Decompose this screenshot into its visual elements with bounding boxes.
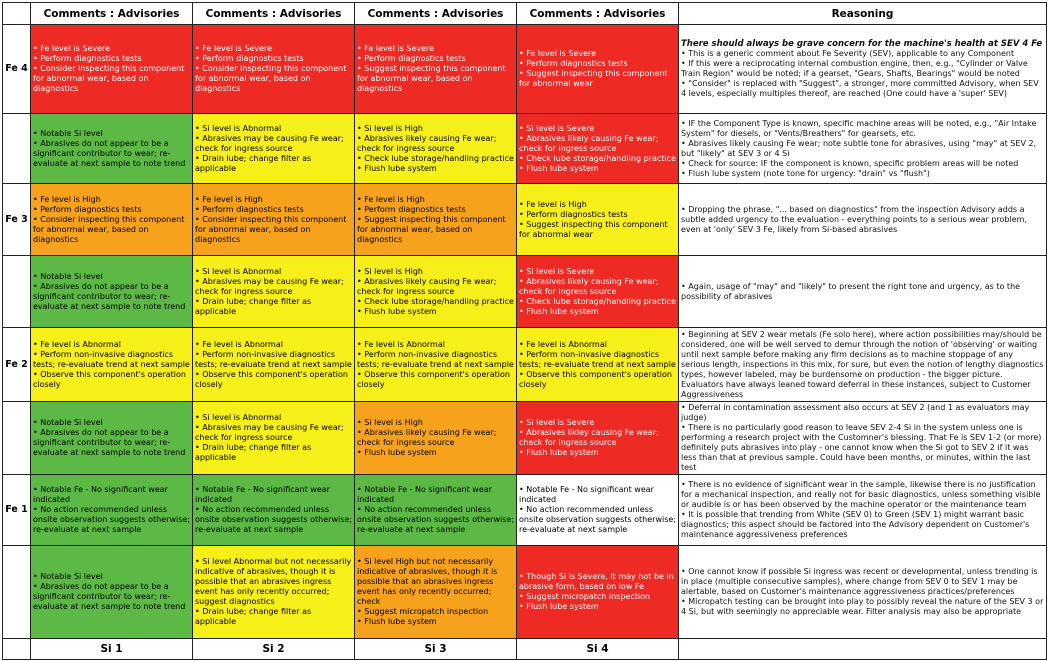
advisory-line: • Si level is Severe	[519, 418, 595, 427]
advisory-cell	[355, 328, 517, 402]
advisory-line: • Consider inspecting this component for abnormal wear, based on diagnostics	[33, 214, 185, 244]
advisory-line: • Abrasives likely causing Fe wear; check for ingress source	[357, 276, 497, 296]
header-row	[3, 3, 1047, 25]
advisory-line: • Abrasives may be causing Fe wear; check for ingress source	[195, 423, 344, 442]
reasoning-cell	[679, 25, 1047, 114]
reasoning-line: • There is no particularly good reason to leave SEV 2-4 Si in the system unless one is performing a research project with the Customner's blessing. That Fe is SEV 1-2 (or more) definitely puts abrasives into play - one cannot know when the Si got to SEV 2 if it was less than that at previous sample. Could have been months, or minutes, within the last test	[681, 423, 1042, 472]
reasoning-cell	[679, 546, 1047, 639]
reasoning-line: • Flush lube system (note tone for urgency: "drain" vs "flush")	[681, 168, 930, 178]
advisory-cell	[193, 256, 355, 328]
advisory-cell	[193, 184, 355, 256]
reasoning-line: • This is a generic comment about Fe Severity (SEV), applicable to any Component	[681, 49, 1015, 58]
advisory-cell	[31, 328, 193, 402]
advisory-cell	[31, 184, 193, 256]
advisory-line: • Suggest inspecting this component for abnormal wear	[519, 219, 668, 239]
advisory-line: • Fe level is Severe	[33, 44, 111, 53]
advisory-line: • Abrasives do not appear to be a significant contributor to wear; re-evaluate at next sample to note trend	[33, 281, 186, 311]
header-comments-4: Comments : Advisories	[517, 3, 679, 25]
advisory-line: • Notable Si level	[33, 572, 103, 581]
reasoning-line: • Abrasives likely causing Fe wear; note subtle tone for abrasives, using "may" at SEV 2, but "likely" at SEV 3 or 4 Si	[681, 138, 1037, 158]
advisory-line: • Si level is Severe	[519, 266, 595, 276]
advisory-line: • Abrasives do not appear to be a significant contributor to wear; re-evaluate at next sample to note trend	[33, 582, 186, 611]
advisory-cell	[517, 402, 679, 475]
footer-corner	[3, 639, 31, 660]
advisory-line: • Perform diagnostics tests	[519, 209, 628, 219]
header-corner	[3, 3, 31, 25]
reasoning-line: • There is no evidence of significant wear in the sample, likewise there is no justification for a mechanical inspection, and really not for basic diagnostics, unless something visible or audible is or has been observed by the machine operator or the maintenance team	[681, 480, 1041, 509]
advisory-cell	[31, 475, 193, 546]
advisory-line: • Flush lube system	[519, 163, 599, 173]
advisory-line: • Observe this component's operation closely	[519, 369, 672, 389]
table-row	[3, 114, 1047, 184]
advisory-line: • Si level High but not necessarily indicative of abrasives, though it is possible that an abrasives ingress event has only recently occurred; check	[357, 557, 498, 606]
advisory-line: • Perform diagnostics tests	[33, 204, 142, 214]
advisory-cell	[355, 256, 517, 328]
reasoning-line: • Deferral in contamination assessment also occurs at SEV 2 (and 1 as evaluators may judge)	[681, 403, 1030, 422]
advisory-cell	[193, 402, 355, 475]
advisory-line: • Flush lube system	[519, 306, 599, 316]
reasoning-cell	[679, 114, 1047, 184]
advisory-line: • Notable Fe - No significant wear indicated	[33, 485, 168, 504]
advisory-line: • Perform non-invasive diagnostics tests; re-evaluate trend at next sample	[33, 349, 190, 369]
advisory-line: • Notable Si level	[33, 128, 103, 138]
advisory-line: • Abrasives likely causing Fe wear; check for ingress source	[357, 133, 497, 153]
advisory-line: • Abrasives do not appear to be a significant contributor to wear; re-evaluate at next sample to note trend	[33, 138, 186, 168]
advisory-line: • Though Si is Severe, it may not be in abrasive form, based on low Fe	[519, 572, 674, 591]
reasoning-line: • If this were a reciprocating internal combustion engine, then, e.g., "Cylinder or Valve Train Region" would be noted; if a gearset, "Gears, Shafts, Bearings" would be noted	[681, 59, 1028, 78]
row-label: Fe 4	[3, 25, 31, 114]
advisory-line: • Abrasives do not appear to be a significant contributor to wear; re-evaluate at next sample to note trend	[33, 428, 186, 457]
advisory-line: • Si level is Abnormal	[195, 123, 282, 133]
advisory-line: • Si level is Abnormal	[195, 266, 282, 276]
reasoning-line: • Check for source: IF the component is known, specific problem areas will be noted	[681, 158, 1019, 168]
header-comments-3: Comments : Advisories	[355, 3, 517, 25]
header-reasoning: Reasoning	[679, 3, 1047, 25]
table-row	[3, 25, 1047, 114]
reasoning-line: • "Consider" is replaced with "Suggest", a stronger, more committed Advisory, when SEV 4 levels, especially multiples thereof, are reached (One could have a 'super' SEV)	[681, 79, 1039, 98]
row-label	[3, 256, 31, 328]
advisory-line: • Fe level is Severe	[357, 44, 435, 53]
footer-si-1: Si 1	[31, 639, 193, 660]
advisory-cell	[31, 25, 193, 114]
advisory-line: • Drain lube; change filter as applicable	[195, 443, 312, 462]
advisory-line: • Abrasives may be causing Fe wear; check for ingress source	[195, 276, 344, 296]
advisory-line: • Perform diagnostics tests	[195, 54, 304, 63]
advisory-line: • Notable Si level	[33, 418, 103, 427]
advisory-line: • Flush lube system	[357, 448, 437, 457]
footer-row	[3, 639, 1047, 660]
advisory-line: • Fe level is Severe	[519, 49, 597, 58]
advisory-line: • No action recommended unless onsite observation suggests otherwise; re-evaluate at next sample	[195, 505, 353, 534]
advisory-line: • Check lube storage/handling practice	[357, 153, 514, 163]
reasoning-cell	[679, 184, 1047, 256]
advisory-line: • Suggest micropatch inspection	[519, 592, 651, 601]
header-comments-1: Comments : Advisories	[31, 3, 193, 25]
advisory-cell	[355, 114, 517, 184]
advisory-line: • Fe level is Abnormal	[357, 339, 445, 349]
advisory-line: • Drain lube; change filter as applicable	[195, 296, 312, 316]
row-label	[3, 114, 31, 184]
advisory-cell	[517, 328, 679, 402]
severity-matrix-table	[2, 2, 1047, 660]
advisory-line: • Fe level is High	[519, 199, 587, 209]
advisory-cell	[193, 25, 355, 114]
advisory-cell	[355, 546, 517, 639]
reasoning-line: • One cannot know if possible Si ingress was recent or developmental, unless trending is in place (multiple consecutive samples), where change from SEV 0 to SEV 1 may be alertable, based on Customer's maintenance aggressiveness practices/preferences	[681, 567, 1038, 596]
advisory-line: • Perform non-invasive diagnostics tests; re-evaluate trend at next sample	[357, 349, 514, 369]
row-label: Fe 3	[3, 184, 31, 256]
advisory-line: • Observe this component's operation closely	[195, 369, 348, 389]
reasoning-line: • Dropping the phrase, "... based on diagnostics" from the inspection Advisory adds a subtle added urgency to the evaluation - everything points to a serious wear problem, even at 'only' SEV 3 Fe, likely from Si-based abrasives	[681, 204, 1027, 234]
advisory-line: • Abrasives may be causing Fe wear; check for ingress source	[195, 133, 344, 153]
advisory-cell	[193, 328, 355, 402]
row-label: Fe 1	[3, 475, 31, 546]
reasoning-cell	[679, 475, 1047, 546]
advisory-line: • Suggest micropatch inspection	[357, 607, 489, 616]
advisory-line: • Observe this component's operation closely	[33, 369, 186, 389]
advisory-cell	[31, 256, 193, 328]
advisory-line: • Si level is High	[357, 266, 423, 276]
advisory-line: • No action recommended unless onsite observation suggests otherwise; re-evaluate at next sample	[357, 505, 515, 534]
advisory-cell	[517, 25, 679, 114]
reasoning-cell	[679, 402, 1047, 475]
row-label	[3, 546, 31, 639]
advisory-line: • Perform diagnostics tests	[519, 59, 628, 68]
advisory-cell	[355, 402, 517, 475]
advisory-line: • Fe level is Abnormal	[195, 339, 283, 349]
table-row	[3, 184, 1047, 256]
advisory-cell	[517, 546, 679, 639]
advisory-line: • Drain lube; change filter as applicable	[195, 607, 312, 626]
table-row	[3, 475, 1047, 546]
header-comments-2: Comments : Advisories	[193, 3, 355, 25]
advisory-line: • Suggest inspecting this component for abnormal wear, based on diagnostics	[357, 64, 506, 93]
advisory-line: • Check lube storage/handling practice	[357, 296, 514, 306]
footer-blank	[679, 639, 1047, 660]
advisory-line: • Abrasives likely causing Fe wear; check for ingress source	[357, 428, 497, 447]
advisory-line: • Check lube storage/handling practice	[519, 296, 676, 306]
advisory-line: • Flush lube system	[357, 163, 437, 173]
footer-si-2: Si 2	[193, 639, 355, 660]
advisory-line: • Fe level is High	[33, 194, 101, 204]
advisory-line: • Perform diagnostics tests	[195, 204, 304, 214]
advisory-line: • Flush lube system	[357, 306, 437, 316]
advisory-line: • Si level is Abnormal	[195, 413, 282, 422]
advisory-line: • Perform diagnostics tests	[33, 54, 142, 63]
advisory-cell	[193, 546, 355, 639]
advisory-line: • Observe this component's operation closely	[357, 369, 510, 389]
advisory-line: • Si level Abnormal but not necessarily indicative of abrasives, though it is possible that an abrasives ingress event has only recently occurred; suggest diagnostics	[195, 557, 352, 606]
reasoning-line: • IF the Component Type is known, specific machine areas will be noted, e.g., "Air Intake System" for diesels, or "Vents/Breathers" for gearsets, etc.	[681, 118, 1037, 138]
advisory-line: • Perform non-invasive diagnostics tests; re-evaluate trend at next sample	[519, 349, 676, 369]
row-label: Fe 2	[3, 328, 31, 402]
advisory-line: • Perform non-invasive diagnostics tests; re-evaluate trend at next sample	[195, 349, 352, 369]
reasoning-line: • Micropatch testing can be brought into play to possibly reveal the nature of the SEV 3 or 4 Si, but with seemingly no appreciable wear. Filter analysis may also be appropriate	[681, 597, 1044, 616]
advisory-line: • Consider inspecting this component for abnormal wear, based on diagnostics	[195, 214, 347, 244]
reasoning-line: • Beginning at SEV 2 wear metals (Fe solo here), where action possibilities may/should be considered, one will be well served to demur through the notion of 'observing' or waiting until next sample before making any firm decisions as to machine stoppage of any serious length, inspections in this mix, for sure, but even the notion of lengthy diagnostics types, however labeled, may be burdensome on production - the bigger picture. Evaluators have always leaned toward deferral in these instances, subject to Customer Aggressiveness	[681, 329, 1044, 399]
reasoning-title: There should always be grave concern for the machine's health at SEV 4 Fe	[681, 39, 1043, 49]
advisory-line: • Fe level is Abnormal	[519, 339, 607, 349]
advisory-cell	[517, 184, 679, 256]
advisory-line: • Perform diagnostics tests	[357, 54, 466, 63]
advisory-line: • Suggest inspecting this component for abnormal wear, based on diagnostics	[357, 214, 506, 244]
advisory-cell	[193, 475, 355, 546]
advisory-cell	[31, 546, 193, 639]
advisory-line: • Suggest inspecting this component for abnormal wear	[519, 69, 668, 88]
advisory-line: • Flush lube system	[519, 602, 599, 611]
advisory-line: • Fe level is Abnormal	[33, 339, 121, 349]
advisory-line: • Flush lube system	[519, 448, 599, 457]
advisory-line: • Si level is Severe	[519, 123, 595, 133]
table-row	[3, 402, 1047, 475]
advisory-line: • Drain lube; change filter as applicable	[195, 153, 312, 173]
advisory-line: • Abrasives likley causing Fe wear; check for ingress source	[519, 428, 659, 447]
advisory-line: • Consider inspecting this component for abnormal wear, based on diagnostics	[195, 64, 347, 93]
advisory-cell	[355, 475, 517, 546]
advisory-line: • Abrasives likely causing Fe wear; check for ingress source	[519, 133, 659, 153]
footer-si-4: Si 4	[517, 639, 679, 660]
advisory-line: • Perform diagnostics tests	[357, 204, 466, 214]
advisory-line: • Abrasives likely causing Fe wear; check for ingress source	[519, 276, 659, 296]
advisory-line: • Fe level is High	[195, 194, 263, 204]
advisory-line: • No action recommended unless onsite observation suggests otherwise; re-evaluate at next sample	[33, 505, 191, 534]
row-label	[3, 402, 31, 475]
table-row	[3, 328, 1047, 402]
advisory-cell	[31, 114, 193, 184]
advisory-cell	[517, 256, 679, 328]
advisory-line: • Notable Fe - No significant wear indicated	[519, 485, 654, 504]
reasoning-line: • Again, usage of "may" and "likely" to present the right tone and urgency, as to the possibility of abrasives	[681, 281, 1021, 301]
advisory-line: • Consider inspecting this component for abnormal wear, based on diagnostics	[33, 64, 185, 93]
advisory-line: • Si level is High	[357, 123, 423, 133]
advisory-cell	[355, 25, 517, 114]
advisory-line: • Notable Fe - No significant wear indicated	[357, 485, 492, 504]
reasoning-cell	[679, 256, 1047, 328]
advisory-cell	[355, 184, 517, 256]
advisory-cell	[517, 114, 679, 184]
table-row	[3, 546, 1047, 639]
advisory-line: • Notable Fe - No significant wear indicated	[195, 485, 330, 504]
advisory-cell	[193, 114, 355, 184]
footer-si-3: Si 3	[355, 639, 517, 660]
advisory-cell	[517, 475, 679, 546]
advisory-line: • Check lube storage/handling practice	[519, 153, 676, 163]
reasoning-cell	[679, 328, 1047, 402]
advisory-line: • Fe level is High	[357, 194, 425, 204]
advisory-line: • Notable Si level	[33, 271, 103, 281]
reasoning-line: • It is possible that trending from White (SEV 0) to Green (SEV 1) might warrant basic diagnostics; this aspect should be factored into the Advisory dependent on Customer's maintenance aggressiveness preferences	[681, 510, 1030, 539]
advisory-line: • Flush lube system	[357, 617, 437, 626]
advisory-cell	[31, 402, 193, 475]
advisory-line: • Si level is High	[357, 418, 423, 427]
advisory-line: • No action recommended unless onsite observation suggests otherwise; re-evaluate at next sample	[519, 505, 677, 534]
table-row	[3, 256, 1047, 328]
advisory-line: • Fe level is Severe	[195, 44, 273, 53]
